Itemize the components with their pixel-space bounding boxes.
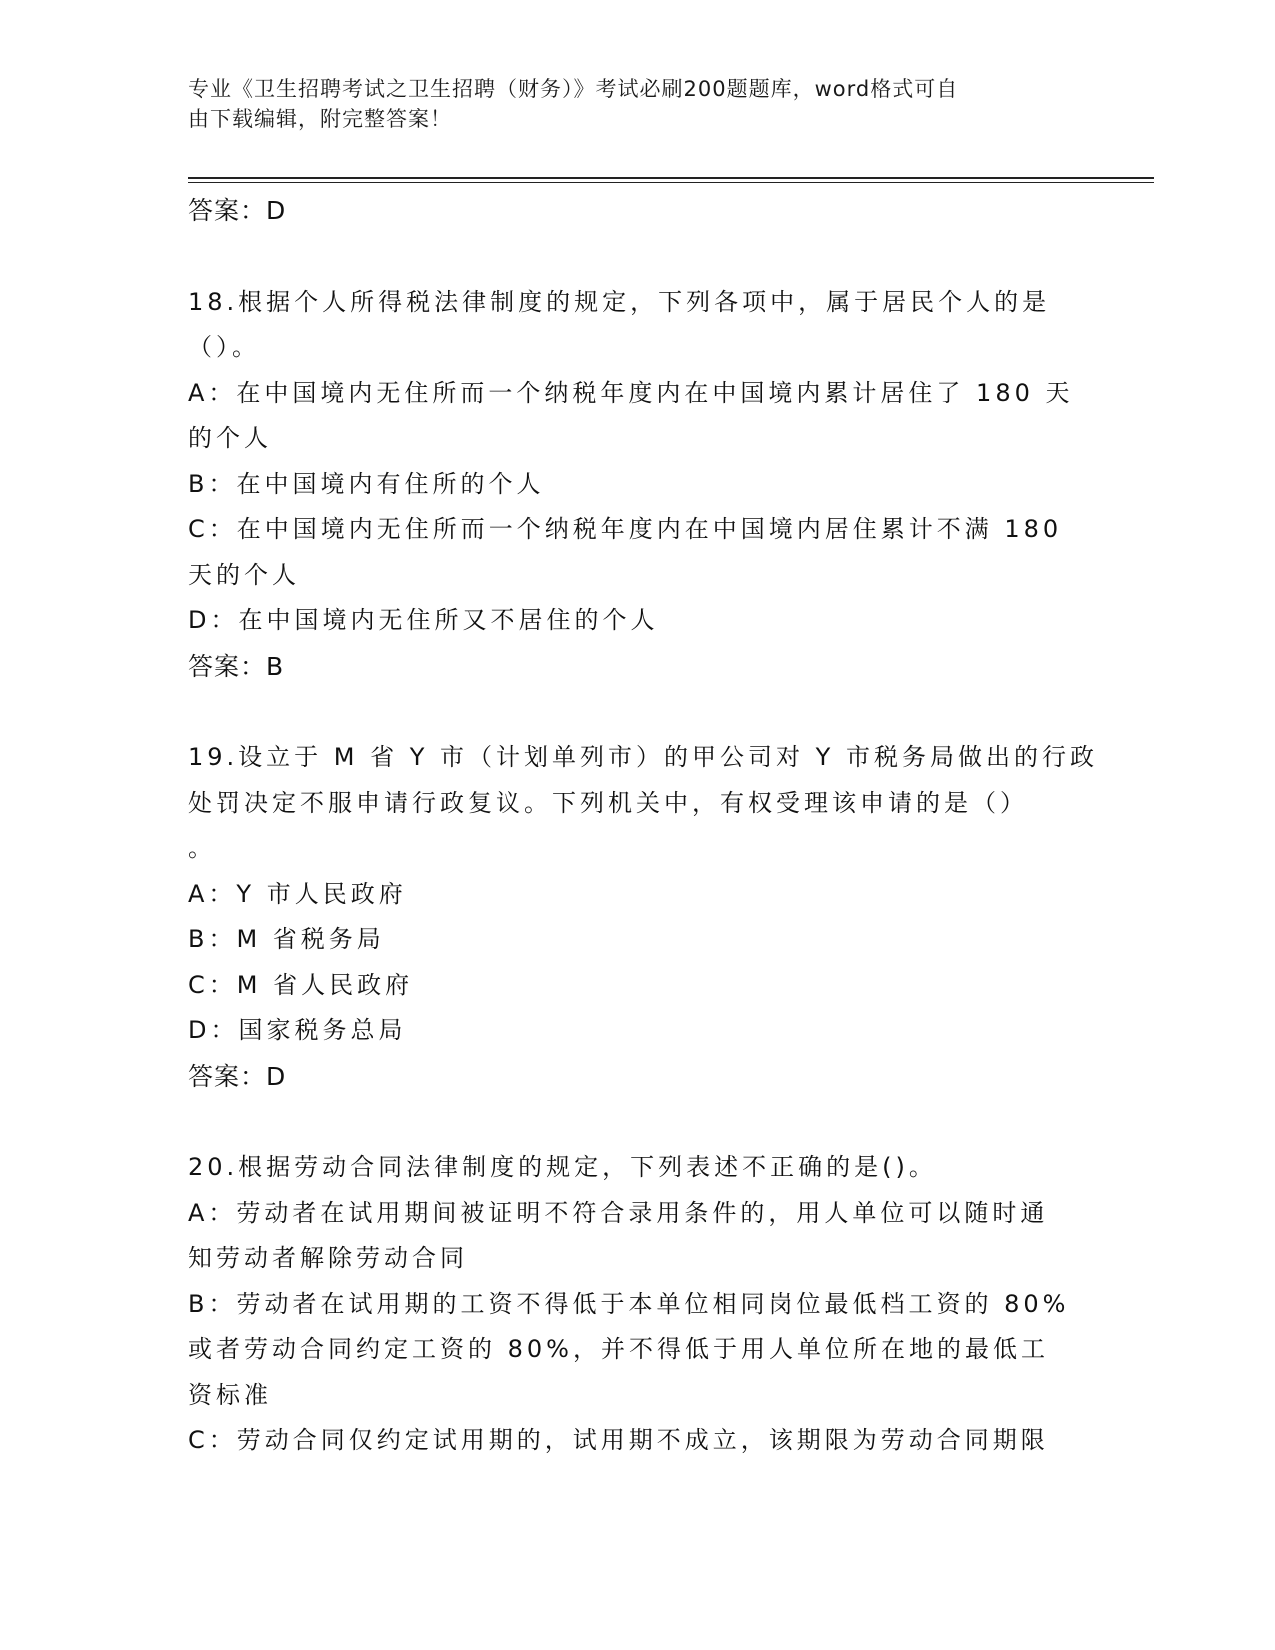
option-b-cont: 或者劳动合同约定工资的 80%，并不得低于用人单位所在地的最低工 xyxy=(188,1335,1049,1363)
option-a: A：Y 市人民政府 xyxy=(188,879,407,908)
option-c: C：劳动合同仅约定试用期的，试用期不成立，该期限为劳动合同期限 xyxy=(188,1426,1049,1454)
header-line-2: 由下载编辑，附完整答案！ xyxy=(188,107,452,131)
question-18 xyxy=(188,280,1078,690)
question-stem: 20.根据劳动合同法律制度的规定，下列表述不正确的是()。 xyxy=(188,1153,937,1181)
answer-17: 答案：D xyxy=(188,196,287,225)
option-a-cont: 知劳动者解除劳动合同 xyxy=(188,1244,468,1272)
question-stem: （）。 xyxy=(188,333,260,361)
option-b: B：在中国境内有住所的个人 xyxy=(188,469,545,498)
question-stem: 18.根据个人所得税法律制度的规定，下列各项中，属于居民个人的是 xyxy=(188,287,1051,316)
answer-18: 答案：B xyxy=(188,651,285,681)
option-b-cont: 资标准 xyxy=(188,1380,272,1409)
answer-19: 答案：D xyxy=(188,1061,287,1091)
question-stem: 处罚决定不服申请行政复议。下列机关中，有权受理该申请的是（） xyxy=(188,788,1028,817)
option-b: B：劳动者在试用期的工资不得低于本单位相同岗位最低档工资的 80% xyxy=(188,1289,1070,1318)
option-c: C：M 省人民政府 xyxy=(188,970,414,999)
spacer xyxy=(188,689,1078,735)
option-d: D：在中国境内无住所又不居住的个人 xyxy=(188,606,659,634)
question-stem: 19.设立于 M 省 Y 市（计划单列市）的甲公司对 Y 市税务局做出的行政 xyxy=(188,743,1098,771)
option-d: D：国家税务总局 xyxy=(188,1016,407,1044)
question-20 xyxy=(188,1145,1078,1464)
option-b: B：M 省税务局 xyxy=(188,925,385,953)
option-a: A：在中国境内无住所而一个纳税年度内在中国境内累计居住了 180 天 xyxy=(188,378,1074,407)
option-c: C：在中国境内无住所而一个纳税年度内在中国境内居住累计不满 180 xyxy=(188,515,1063,543)
document-header xyxy=(188,74,1088,134)
spacer xyxy=(188,1099,1078,1145)
option-c-cont: 天的个人 xyxy=(188,560,300,589)
header-rule-thin xyxy=(188,182,1154,183)
spacer xyxy=(188,234,1078,280)
option-a: A：劳动者在试用期间被证明不符合录用条件的，用人单位可以随时通 xyxy=(188,1198,1049,1227)
question-19 xyxy=(188,735,1098,1099)
question-stem: 。 xyxy=(188,834,216,862)
header-rule-thick xyxy=(188,177,1154,179)
option-a-cont: 的个人 xyxy=(188,424,272,452)
document-body xyxy=(188,188,1098,1464)
header-line-1: 专业《卫生招聘考试之卫生招聘（财务）》考试必刷200题题库，word格式可自 xyxy=(188,77,959,101)
